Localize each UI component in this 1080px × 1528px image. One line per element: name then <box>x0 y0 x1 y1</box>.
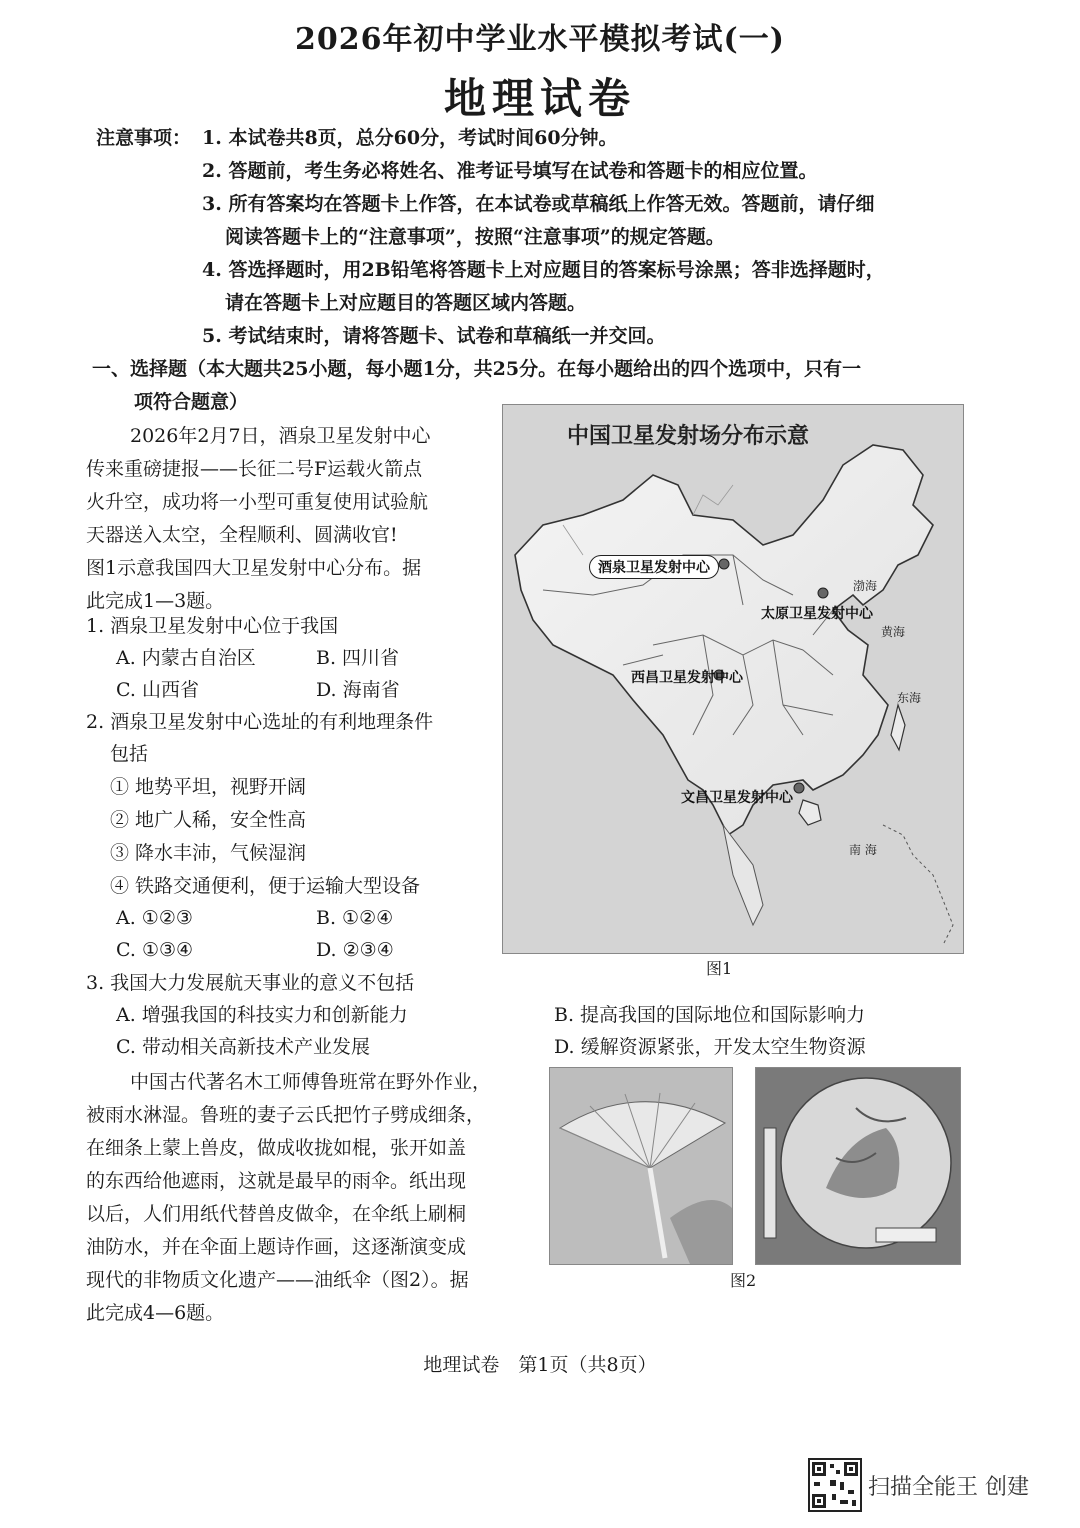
scanner-watermark: 扫描全能王 创建 <box>868 1475 1029 1500</box>
label-wenchang: 文昌卫星发射中心 <box>681 790 793 806</box>
q3-stem: 3. 我国大力发展航天事业的意义不包括 <box>86 972 415 994</box>
sea-huanghai: 黄海 <box>881 625 906 639</box>
figure1-title: 中国卫星发射场分布示意 <box>567 424 810 449</box>
notice-line-5: 5. 考试结束时，请将答题卡、试卷和草稿纸一并交回。 <box>202 325 666 347</box>
passage2-line: 油防水，并在伞面上题诗作画，这逐渐演变成 <box>86 1236 467 1258</box>
label-xichang: 西昌卫星发射中心 <box>631 670 743 686</box>
figure1-caption: 图1 <box>706 959 733 978</box>
q2-option-d: D. ②③④ <box>316 939 394 961</box>
page-footer: 地理试卷 第1页（共8页） <box>423 1354 657 1376</box>
notice-line-2: 2. 答题前，考生务必将姓名、准考证号填写在试卷和答题卡的相应位置。 <box>202 160 818 182</box>
q2-item-1: ① 地势平坦，视野开阔 <box>110 776 307 798</box>
q2-item-2: ② 地广人稀，安全性高 <box>110 809 307 831</box>
label-taiyuan: 太原卫星发射中心 <box>761 606 873 622</box>
q2-option-c: C. ①③④ <box>116 939 194 961</box>
figure2-caption: 图2 <box>730 1271 757 1290</box>
label-jiuquan: 酒泉卫星发射中心 <box>589 555 719 579</box>
passage1-line: 2026年2月7日，酒泉卫星发射中心 <box>130 425 431 447</box>
q2-item-4: ④ 铁路交通便利，便于运输大型设备 <box>110 875 421 897</box>
q3-option-a: A. 增强我国的科技实力和创新能力 <box>116 1004 408 1026</box>
section-heading: 一、选择题（本大题共25小题，每小题1分，共25分。在每小题给出的四个选项中，只有一 <box>92 358 862 380</box>
passage1-line: 此完成1—3题。 <box>86 590 225 612</box>
passage1-line: 图1示意我国四大卫星发射中心分布。据 <box>86 557 422 579</box>
notice-line-4: 4. 答选择题时，用2B铅笔将答题卡上对应题目的答案标号涂黑；答非选择题时， <box>202 259 885 281</box>
q3-option-c: C. 带动相关高新技术产业发展 <box>116 1036 370 1058</box>
exam-title: 2026年初中学业水平模拟考试(一) <box>295 22 785 57</box>
qr-code-icon <box>808 1458 862 1512</box>
passage1-line: 天器送入太空，全程顺利、圆满收官! <box>86 524 398 546</box>
sea-nanhai: 南 海 <box>849 843 877 857</box>
q1-option-d: D. 海南省 <box>316 679 400 701</box>
passage2-line: 的东西给他遮雨，这就是最早的雨伞。纸出现 <box>86 1170 467 1192</box>
notice-line-3b: 阅读答题卡上的“注意事项”，按照“注意事项”的规定答题。 <box>225 226 725 248</box>
painted-umbrella-icon <box>756 1068 960 1264</box>
passage1-line: 传来重磅捷报——长征二号F运载火箭点 <box>86 458 423 480</box>
subject-title: 地理试卷 <box>443 74 636 123</box>
passage2-line: 被雨水淋湿。鲁班的妻子云氏把竹子劈成细条， <box>86 1104 486 1126</box>
figure2-photo-umbrella-open <box>549 1067 733 1265</box>
notice-line-3: 3. 所有答案均在答题卡上作答，在本试卷或草稿纸上作答无效。答题前，请仔细 <box>202 193 875 215</box>
notice-line-4b: 请在答题卡上对应题目的答题区域内答题。 <box>225 292 587 314</box>
section-heading-2: 项符合题意） <box>134 391 249 413</box>
sea-bohai: 渤海 <box>853 579 878 593</box>
q2-stem: 2. 酒泉卫星发射中心选址的有利地理条件 <box>86 711 434 733</box>
sea-donghai: 东海 <box>897 691 922 705</box>
umbrella-icon <box>550 1068 732 1264</box>
q3-option-d: D. 缓解资源紧张，开发太空生物资源 <box>554 1036 866 1058</box>
q1-stem: 1. 酒泉卫星发射中心位于我国 <box>86 615 339 637</box>
passage2-line: 以后，人们用纸代替兽皮做伞，在伞纸上刷桐 <box>86 1203 467 1225</box>
q1-option-b: B. 四川省 <box>316 647 400 669</box>
q1-option-c: C. 山西省 <box>116 679 199 701</box>
q2-item-3: ③ 降水丰沛，气候湿润 <box>110 842 307 864</box>
q1-option-a: A. 内蒙古自治区 <box>116 647 256 669</box>
notice-line-1: 1. 本试卷共8页，总分60分，考试时间60分钟。 <box>202 127 618 149</box>
q2-option-a: A. ①②③ <box>116 907 193 929</box>
notice-label: 注意事项： <box>96 127 192 149</box>
passage2-line: 现代的非物质文化遗产——油纸伞（图2）。据 <box>86 1269 469 1291</box>
passage2-line: 中国古代著名木工师傅鲁班常在野外作业， <box>130 1071 492 1093</box>
q2-option-b: B. ①②④ <box>316 907 394 929</box>
figure2-photo-umbrella-painted <box>755 1067 961 1265</box>
q2-stem-2: 包括 <box>110 743 149 765</box>
q3-option-b: B. 提高我国的国际地位和国际影响力 <box>554 1004 866 1026</box>
passage1-line: 火升空，成功将一小型可重复使用试验航 <box>86 491 429 513</box>
figure1-map <box>502 404 964 954</box>
passage2-line: 在细条上蒙上兽皮，做成收拢如棍，张开如盖 <box>86 1137 467 1159</box>
passage2-line: 此完成4—6题。 <box>86 1302 225 1324</box>
